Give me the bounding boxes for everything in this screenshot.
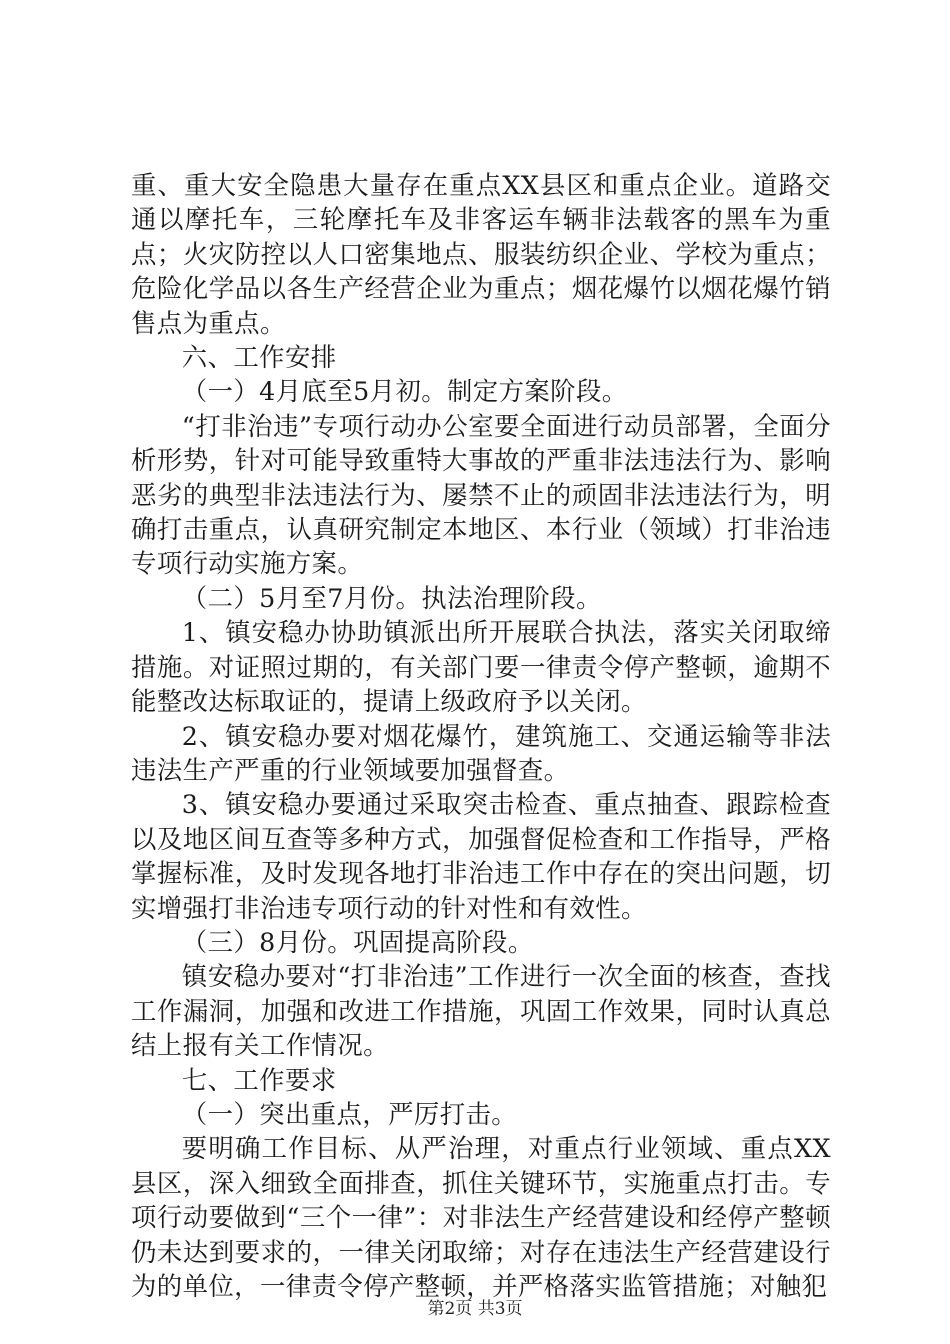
section-heading-work-arrangement: 六、工作安排 bbox=[181, 342, 337, 373]
paragraph-stage-three: 镇安稳办要对“打非治违”工作进行一次全面的核查，查找工作漏洞，加强和改进工作措施，巩固工作效果，同时认真总结上报有关工作情况。 bbox=[131, 961, 831, 1061]
paragraph-item-3: 3、镇安稳办要通过采取突击检查、重点抽查、跟踪检查以及地区间互查等多种方式，加强督促检查和工作指导，严格掌握标准，及时发现各地打非治违工作中存在的突出问题，切实增强打非治违专项行动的针对性和有效性。 bbox=[131, 789, 831, 923]
paragraph-stage-one: “打非治违”专项行动办公室要全面进行动员部署，全面分析形势，针对可能导致重特大事故的严重非法违法行为、影响恶劣的典型非法违法行为、屡禁不止的顽固非法违法行为，明确打击重点，认真研究制定本地区、本行业（领域）打非治违专项行动实施方案。 bbox=[131, 410, 831, 579]
document-body bbox=[131, 168, 831, 1303]
subheading-stage-two: （二）5月至7月份。执法治理阶段。 bbox=[181, 582, 602, 613]
page-number-footer: 第2页 共3页 bbox=[427, 1299, 523, 1319]
subheading-stage-three: （三）8月份。巩固提高阶段。 bbox=[181, 926, 534, 957]
subheading-stage-one: （一）4月底至5月初。制定方案阶段。 bbox=[181, 376, 628, 407]
subheading-requirement-one: （一）突出重点，严厉打击。 bbox=[181, 1098, 518, 1129]
paragraph-continuation: 重、重大安全隐患大量存在重点XX县区和重点企业。道路交通以摩托车，三轮摩托车及非客运车辆非法载客的黑车为重点；火灾防控以人口密集地点、服装纺织企业、学校为重点；危险化学品以各生产经营企业为重点；烟花爆竹以烟花爆竹销售点为重点。 bbox=[131, 170, 831, 338]
paragraph-item-1: 1、镇安稳办协助镇派出所开展联合执法，落实关闭取缔措施。对证照过期的，有关部门要一律责令停产整顿，逾期不能整改达标取证的，提请上级政府予以关闭。 bbox=[131, 617, 831, 717]
section-heading-work-requirements: 七、工作要求 bbox=[181, 1064, 337, 1095]
paragraph-item-2: 2、镇安稳办要对烟花爆竹，建筑施工、交通运输等非法违法生产严重的行业领域要加强督查。 bbox=[131, 720, 831, 785]
paragraph-requirement-one: 要明确工作目标、从严治理，对重点行业领域、重点XX县区，深入细致全面排查，抓住关键环节，实施重点打击。专项行动要做到“三个一律”：对非法生产经营建设和经停产整顿仍未达到要求的，一律关闭取缔；对存在违法生产经营建设行为的单位，一律责令停产整顿，并严格落实监管措施；对触犯 bbox=[131, 1133, 831, 1301]
